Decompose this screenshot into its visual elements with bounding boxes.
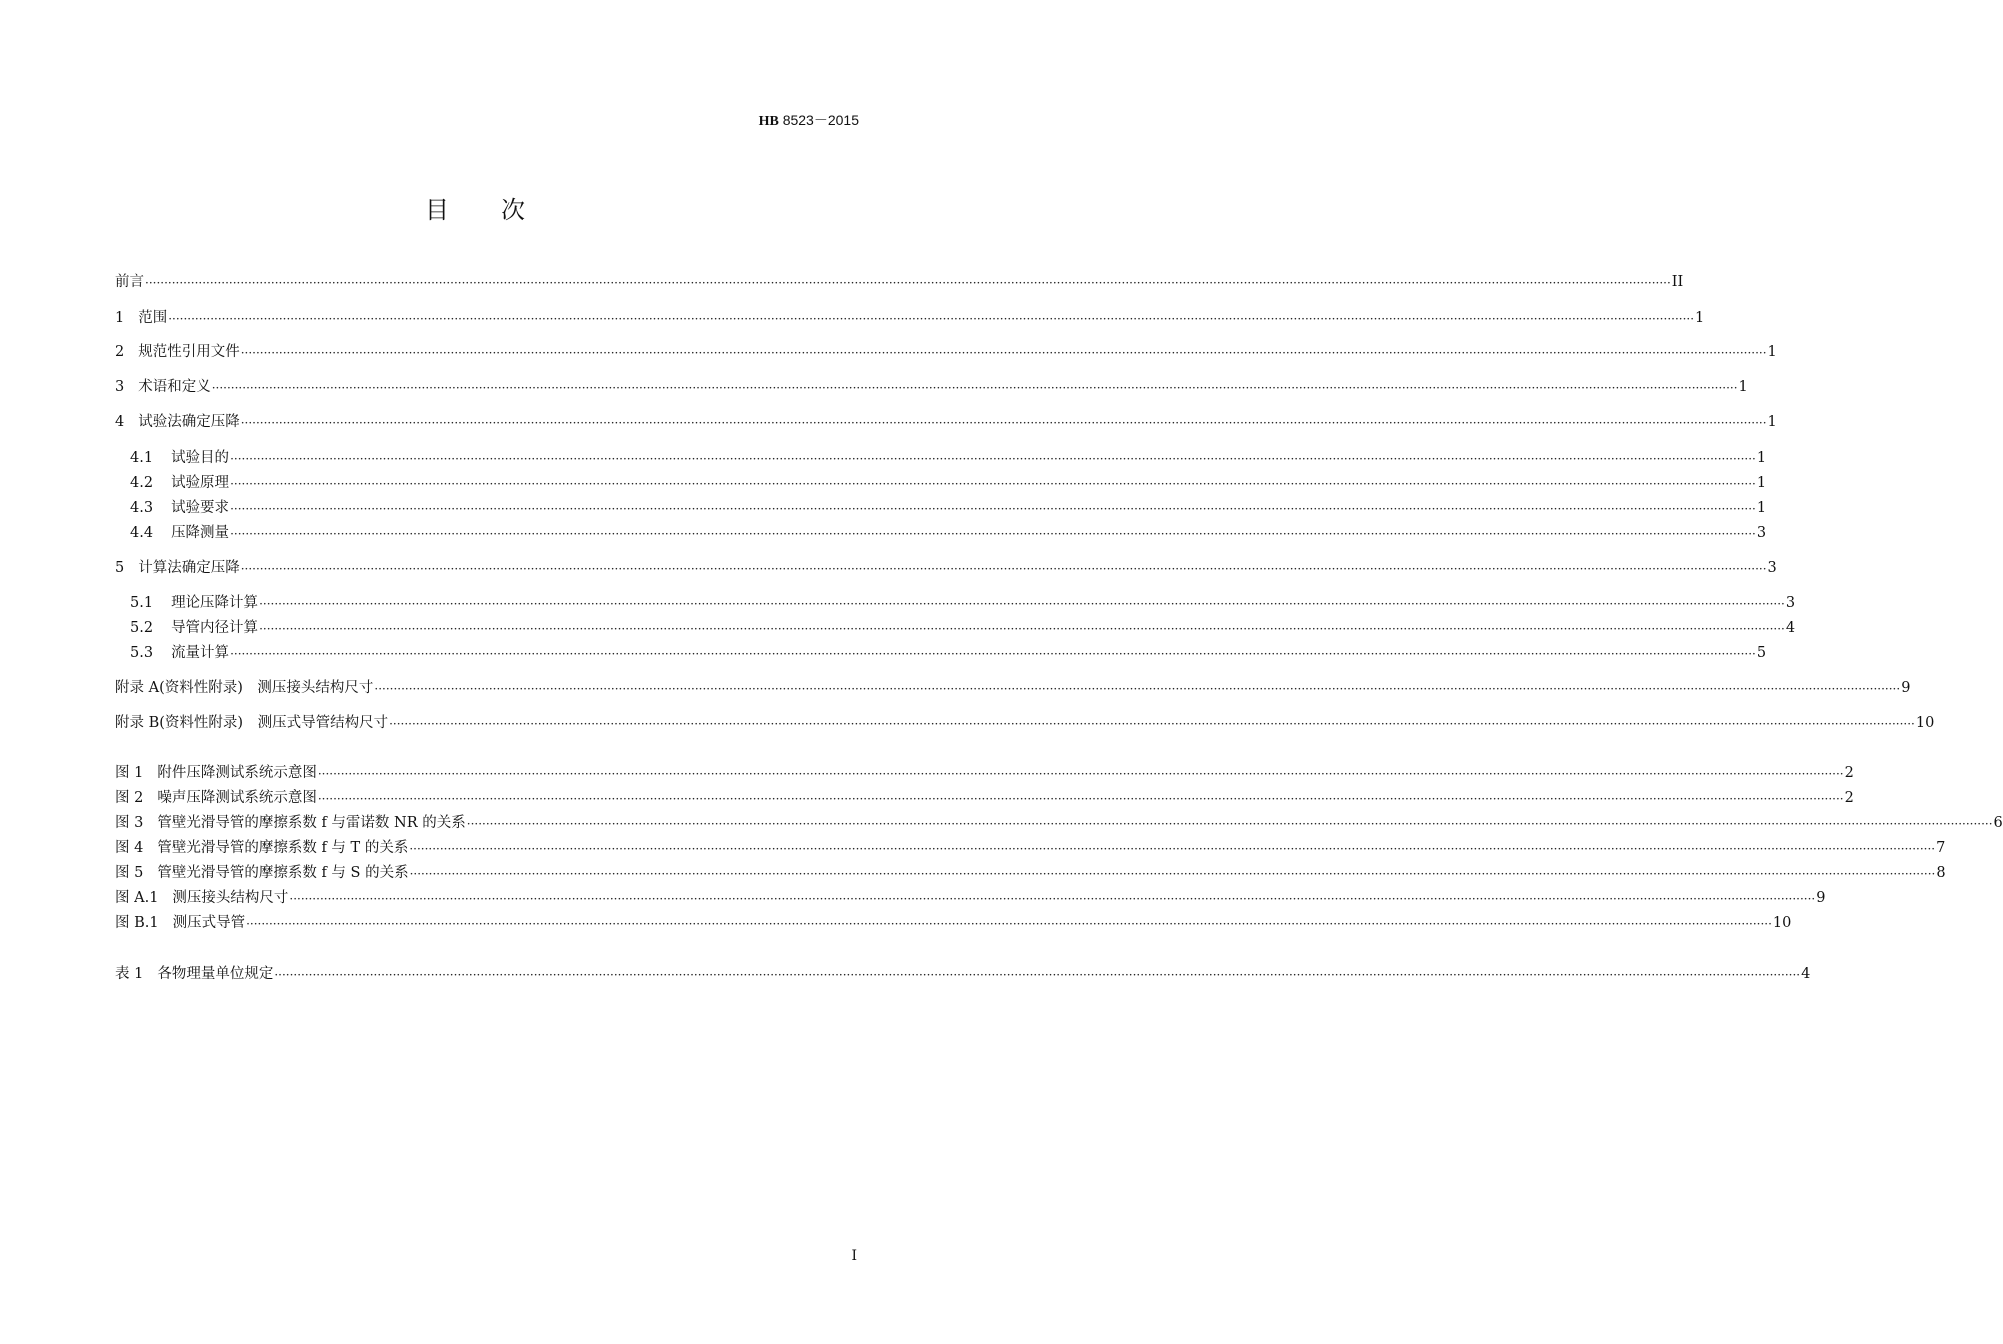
toc-leader-dots: ················································································································································································································································································································································································································ [259,597,1785,611]
toc-entry-label: 流量计算 [171,645,230,661]
toc-entry-title [115,412,240,432]
toc-leader-dots: ················································································································································································································································································································································································································ [230,502,1756,516]
toc-entry-number: 4.2 [130,475,154,491]
toc-entry-title [130,618,258,638]
toc-entry[interactable] [115,412,1777,432]
toc-entry-title [130,593,258,613]
toc-entry-page: 6 [1993,815,2003,831]
toc-entry-page: 9 [1816,890,1826,906]
toc-entry-label: 管壁光滑导管的摩擦系数 f 与 T 的关系 [157,840,409,856]
toc-entry-label: 压降测量 [171,525,230,541]
toc-entry-title [115,964,273,984]
toc-entry-label: 附录 A(资料性附录) 测压接头结构尺寸 [115,680,374,696]
toc-entry-label: 术语和定义 [138,379,211,395]
toc-entry-title [115,813,466,833]
toc-leader-dots: ················································································································································································································································································································································································································ [409,842,1936,856]
toc-entry-title [115,342,240,362]
toc-entry-title [130,498,229,518]
toc-entry-label: 试验法确定压降 [138,414,240,430]
toc-leader-dots: ················································································································································································································································································································································································································ [230,477,1756,491]
toc-entry-title [115,558,240,578]
toc-entry[interactable] [130,618,1796,638]
toc-entry-number: 4.1 [130,450,154,466]
toc-entry-page: 1 [1756,500,1767,516]
toc-entry-title [115,272,144,292]
footer-page-number: I [851,1248,857,1264]
toc-entry-number: 5.1 [130,595,154,611]
toc-entry-number: 图 5 [115,865,144,881]
toc-entry-page: 9 [1901,680,1911,696]
toc-entry[interactable] [115,863,1946,883]
toc-entry-page: 3 [1756,525,1767,541]
toc-entry-page: II [1671,274,1684,290]
toc-leader-dots: ················································································································································································································································································································································································································ [240,346,1767,360]
toc-entry-title [130,643,229,663]
toc-entry[interactable] [115,838,1946,858]
toc-entry-label: 试验原理 [171,475,230,491]
toc-entry[interactable] [115,377,1748,397]
document-code-number: 8523－2015 [778,112,859,128]
toc-entry-number: 5.2 [130,620,154,636]
toc-entry[interactable] [115,558,1777,578]
toc-entry-page: 10 [1915,715,1935,731]
toc-entry-title [130,448,229,468]
toc-entry[interactable] [130,523,1767,543]
toc-entry-page: 1 [1695,310,1705,326]
toc-entry[interactable] [130,448,1767,468]
toc-entry-label: 前言 [115,274,144,290]
toc-entry-number: 5.3 [130,645,154,661]
toc-entry-number: 表 1 [115,966,144,982]
toc-entry-label: 范围 [138,310,168,326]
toc-entry[interactable] [130,473,1767,493]
toc-entry-page: 4 [1801,966,1811,982]
toc-leader-dots: ················································································································································································································································································································································································································ [274,968,1801,982]
toc-entry-label: 规范性引用文件 [138,344,240,360]
toc-entry-page: 5 [1756,645,1767,661]
toc-entry[interactable] [115,813,2003,833]
toc-entry-title [115,713,388,733]
toc-leader-dots: ················································································································································································································································································································································································································ [230,647,1756,661]
toc-entry-page: 4 [1785,620,1796,636]
toc-entry-label: 理论压降计算 [171,595,259,611]
toc-entry-page: 10 [1772,915,1792,931]
toc-entry-label: 导管内径计算 [171,620,259,636]
toc-leader-dots: ················································································································································································································································································································································································································ [317,792,1844,806]
toc-entry-page: 1 [1756,450,1767,466]
toc-entry-label: 噪声压降测试系统示意图 [157,790,317,806]
toc-entry-label: 测压接头结构尺寸 [172,890,289,906]
toc-entry[interactable] [115,888,1826,908]
toc-leader-dots: ················································································································································································································································································································································································································ [409,867,1936,881]
toc-entry-number: 图 B.1 [115,915,159,931]
toc-entry-title [115,308,167,328]
toc-leader-dots: ················································································································································································································································································································································································································ [259,622,1785,636]
toc-entry-page: 2 [1844,765,1854,781]
toc-entry-number: 图 1 [115,765,144,781]
toc-entry-label: 管壁光滑导管的摩擦系数 f 与 S 的关系 [157,865,409,881]
toc-entry-title [115,377,211,397]
toc-entry[interactable] [115,788,1854,808]
toc-entry-number: 4.4 [130,525,154,541]
page-title: 目次 [425,196,577,224]
document-code-prefix: HB [758,114,779,129]
toc-leader-dots: ················································································································································································································································································································································································································ [145,276,1671,290]
toc-entry-title [115,913,245,933]
toc-entry-page: 1 [1756,475,1767,491]
toc-entry-page: 3 [1785,595,1796,611]
toc-entry-page: 7 [1936,840,1946,856]
toc-entry-page: 1 [1767,414,1777,430]
toc-leader-dots: ················································································································································································································································································································································································································ [211,381,1738,395]
toc-entry[interactable] [115,964,1811,984]
toc-leader-dots: ················································································································································································································································································································································································································ [466,817,1993,831]
toc-entry[interactable] [115,713,1935,733]
toc-entry-number: 3 [115,379,125,395]
toc-entry[interactable] [115,308,1705,328]
toc-leader-dots: ················································································································································································································································································································································································································ [230,527,1756,541]
toc-entry-number: 4 [115,414,125,430]
toc-entry-page: 2 [1844,790,1854,806]
toc-leader-dots: ················································································································································································································································································································································································································ [389,717,1915,731]
toc-entry-label: 管壁光滑导管的摩擦系数 f 与雷诺数 NR 的关系 [157,815,466,831]
toc-entry-page: 3 [1767,560,1777,576]
toc-entry-number: 1 [115,310,125,326]
toc-leader-dots: ················································································································································································································································································································································································································ [317,767,1844,781]
toc-entry-label: 计算法确定压降 [138,560,240,576]
toc-entry[interactable] [115,913,1792,933]
toc-entry-label: 测压式导管 [172,915,246,931]
toc-entry-number: 5 [115,560,125,576]
toc-leader-dots: ················································································································································································································································································································································································································ [240,562,1767,576]
toc-entry-number: 图 4 [115,840,144,856]
toc-entry-title [115,863,409,883]
toc-leader-dots: ················································································································································································································································································································································································································ [374,682,1901,696]
toc-entry-title [115,888,288,908]
toc-entry-number: 图 3 [115,815,144,831]
toc-entry-label: 试验要求 [171,500,230,516]
toc-leader-dots: ················································································································································································································································································································································································································ [289,892,1816,906]
toc-entry-label: 附录 B(资料性附录) 测压式导管结构尺寸 [115,715,389,731]
toc-entry-title [115,788,317,808]
toc-entry-number: 图 2 [115,790,144,806]
toc-entry-number: 2 [115,344,125,360]
toc-entry[interactable] [115,342,1777,362]
toc-entry-title [115,678,373,698]
toc-leader-dots: ················································································································································································································································································································································································································ [246,917,1772,931]
toc-entry[interactable] [115,763,1854,783]
toc-entry-number: 图 A.1 [115,890,159,906]
toc-entry-page: 1 [1767,344,1777,360]
toc-leader-dots: ················································································································································································································································································································································································································ [168,312,1695,326]
toc-entry-page: 8 [1936,865,1946,881]
toc-entry-number: 4.3 [130,500,154,516]
document-code [759,110,859,130]
toc-entry[interactable] [115,678,1911,698]
toc-leader-dots: ················································································································································································································································································································································································································ [240,416,1767,430]
toc-entry[interactable] [115,272,1684,292]
toc-entry-page: 1 [1738,379,1748,395]
toc-leader-dots: ················································································································································································································································································································································································································ [230,452,1756,466]
toc-entry[interactable] [130,593,1796,613]
toc-entry-title [130,523,229,543]
toc-entry[interactable] [130,498,1767,518]
toc-entry-title [115,763,317,783]
toc-entry-label: 各物理量单位规定 [157,966,274,982]
toc-entry-title [130,473,229,493]
toc-entry[interactable] [130,643,1767,663]
toc-entry-label: 附件压降测试系统示意图 [157,765,317,781]
toc-entry-label: 试验目的 [171,450,230,466]
toc-entry-title [115,838,408,858]
